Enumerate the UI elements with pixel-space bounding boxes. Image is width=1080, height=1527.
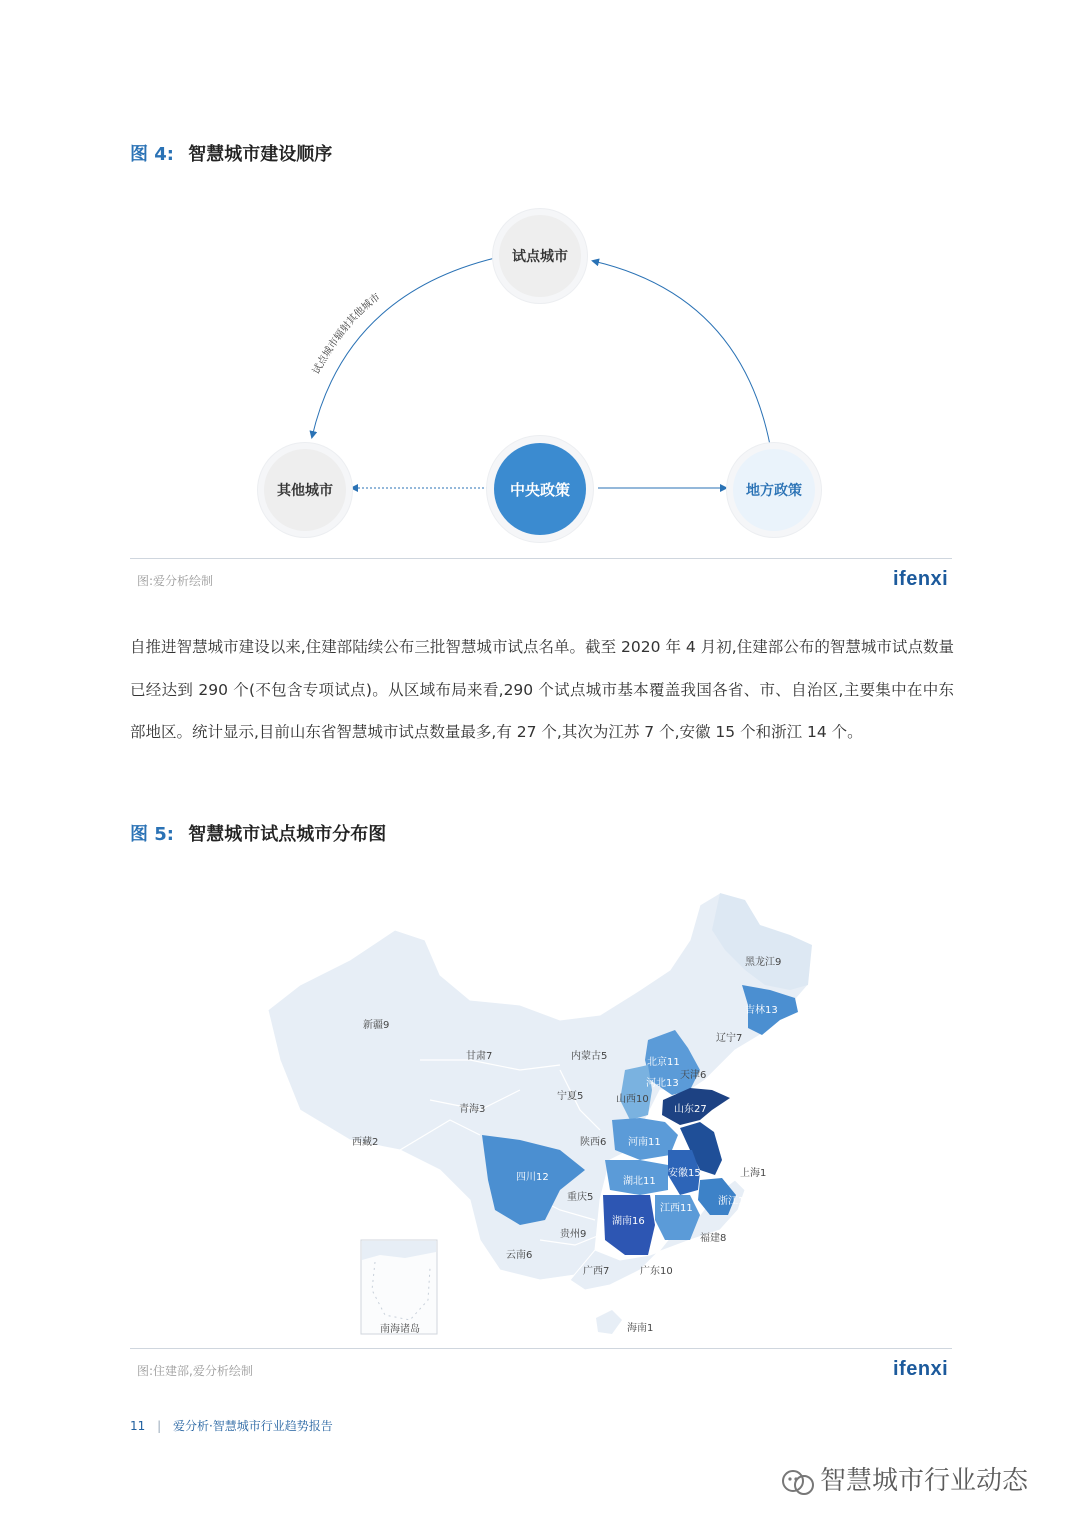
map-label-28: 广西7 <box>583 1266 610 1277</box>
map-hainan <box>596 1310 622 1334</box>
map-label-9: 宁夏5 <box>557 1091 584 1102</box>
local-policy-label: 地方政策 <box>746 483 802 499</box>
map-label-29: 广东10 <box>640 1266 673 1277</box>
map-label-24: 湖南16 <box>612 1216 645 1227</box>
map-label-17: 上海1 <box>740 1168 767 1179</box>
map-label-4: 甘肃7 <box>466 1051 493 1062</box>
map-label-10: 山西10 <box>616 1094 649 1105</box>
map-label-20: 湖北11 <box>623 1176 656 1187</box>
map-label-12: 青海3 <box>459 1104 486 1115</box>
ifenxi-logo-2: ifenxi <box>893 1358 949 1380</box>
inset-label: 南海诸岛 <box>380 1324 420 1335</box>
map-label-22: 重庆5 <box>567 1192 594 1203</box>
central-policy-label: 中央政策 <box>509 480 570 499</box>
pilot-city-label: 试点城市 <box>512 249 568 265</box>
figure-5-caption: 智慧城市试点城市分布图 <box>188 824 387 845</box>
map-label-3: 新疆9 <box>363 1020 390 1031</box>
map-label-16: 江苏20 <box>719 1137 752 1148</box>
other-city-label: 其他城市 <box>277 483 333 499</box>
figure-5-number: 图 5: <box>130 824 174 845</box>
map-label-15: 河南11 <box>628 1137 661 1148</box>
page-number: 11 <box>130 1419 146 1433</box>
page-footer: 11 | 爱分析·智慧城市行业趋势报告 <box>130 1419 333 1433</box>
map-label-5: 内蒙古5 <box>571 1051 608 1062</box>
figure-5-divider <box>130 1348 952 1349</box>
figure-4-source: 图:爱分析绘制 <box>137 574 214 588</box>
watermark-text: 智慧城市行业动态 <box>820 1466 1029 1496</box>
map-label-27: 云南6 <box>506 1250 533 1261</box>
map-label-23: 江西11 <box>660 1203 693 1214</box>
figure-4-caption: 智慧城市建设顺序 <box>188 144 333 165</box>
map-label-25: 贵州9 <box>560 1229 587 1240</box>
map-label-6: 北京11 <box>647 1057 680 1068</box>
map-label-1: 吉林13 <box>745 1005 778 1016</box>
map-label-7: 天津6 <box>680 1070 707 1081</box>
map-label-14: 陕西6 <box>580 1137 607 1148</box>
map-label-26: 福建8 <box>700 1233 727 1244</box>
map-label-11: 山东27 <box>674 1104 707 1115</box>
map-label-13: 西藏2 <box>352 1137 379 1148</box>
body-paragraph: 自推进智慧城市建设以来,住建部陆续公布三批智慧城市试点名单。截至 2020 年 4 月初,住建部公布的智慧城市试点数量已经达到 290 个(不包含专项试点)。从区域布局来看,290 个试点城市基本覆盖我国各省、市、自治区,主要集中在中东部地区。统计显示,目前山东省智慧城市试点数量最多,有 27 个,其次为江苏 7 个,安徽 15 个和浙江 14 个。 <box>130 638 954 741</box>
ifenxi-logo: ifenxi <box>893 568 949 590</box>
arc-label: 试点城市辐射其他城市 <box>311 291 383 377</box>
map-label-30: 海南1 <box>627 1323 654 1334</box>
map-label-0: 黑龙江9 <box>745 957 782 968</box>
figure-5-source: 图:住建部,爱分析绘制 <box>137 1364 253 1378</box>
watermark <box>780 1460 1028 1497</box>
map-label-2: 辽宁7 <box>716 1033 743 1044</box>
map-label-8: 河北13 <box>646 1078 679 1089</box>
wechat-icon <box>780 1469 816 1495</box>
map-label-19: 四川12 <box>516 1172 549 1183</box>
figure-4-number: 图 4: <box>130 144 174 165</box>
footer-title: 爱分析·智慧城市行业趋势报告 <box>172 1419 333 1433</box>
map-label-18: 安徽15 <box>668 1168 701 1179</box>
map-label-21: 浙江14 <box>718 1196 751 1207</box>
